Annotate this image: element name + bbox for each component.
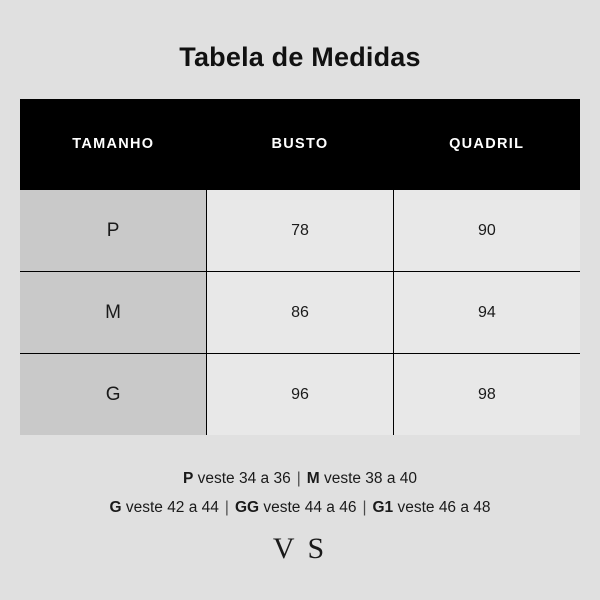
table-body [20, 190, 580, 436]
brand-logo: V S [272, 532, 328, 565]
table-header [20, 99, 580, 190]
size-legend [20, 465, 580, 522]
legend-text-m: veste 38 a 40 [319, 470, 418, 487]
cell-size-p: P [20, 190, 207, 272]
column-header-tamanho: TAMANHO [20, 99, 207, 190]
legend-text-gg: veste 44 a 46 [259, 498, 357, 516]
legend-size-g1: G1 [372, 498, 394, 516]
legend-item-g1 [372, 499, 490, 516]
cell-size-m: M [20, 272, 207, 354]
table-row [20, 272, 580, 354]
legend-size-p: P [182, 470, 194, 487]
legend-size-m: M [306, 470, 320, 487]
legend-item-m [307, 470, 417, 487]
legend-text-g: veste 42 a 44 [121, 498, 219, 516]
legend-item-gg [235, 499, 357, 516]
cell-busto-p: 78 [207, 190, 394, 272]
table-row [20, 190, 580, 272]
legend-size-g: G [109, 498, 122, 516]
legend-separator: | [224, 498, 229, 516]
legend-line-2 [20, 494, 580, 523]
legend-size-gg: GG [234, 498, 260, 516]
cell-quadril-g: 98 [393, 354, 580, 436]
cell-busto-m: 86 [207, 272, 394, 354]
page-title: Tabela de Medidas [179, 42, 421, 72]
legend-text-p: veste 34 a 36 [193, 470, 291, 487]
legend-item-g [109, 499, 218, 516]
legend-separator: | [296, 470, 301, 487]
column-header-quadril: QUADRIL [393, 99, 580, 190]
cell-size-g: G [20, 354, 207, 436]
table-header-row [20, 99, 580, 190]
cell-quadril-p: 90 [393, 190, 580, 272]
cell-busto-g: 96 [207, 354, 394, 436]
size-table [20, 99, 580, 435]
legend-line-1 [20, 465, 580, 494]
legend-item-p [183, 470, 291, 487]
legend-separator: | [362, 498, 367, 516]
column-header-busto: BUSTO [207, 99, 394, 190]
cell-quadril-m: 94 [393, 272, 580, 354]
legend-text-g1: veste 46 a 48 [393, 498, 491, 516]
table-row [20, 354, 580, 436]
size-table-container [20, 99, 580, 435]
